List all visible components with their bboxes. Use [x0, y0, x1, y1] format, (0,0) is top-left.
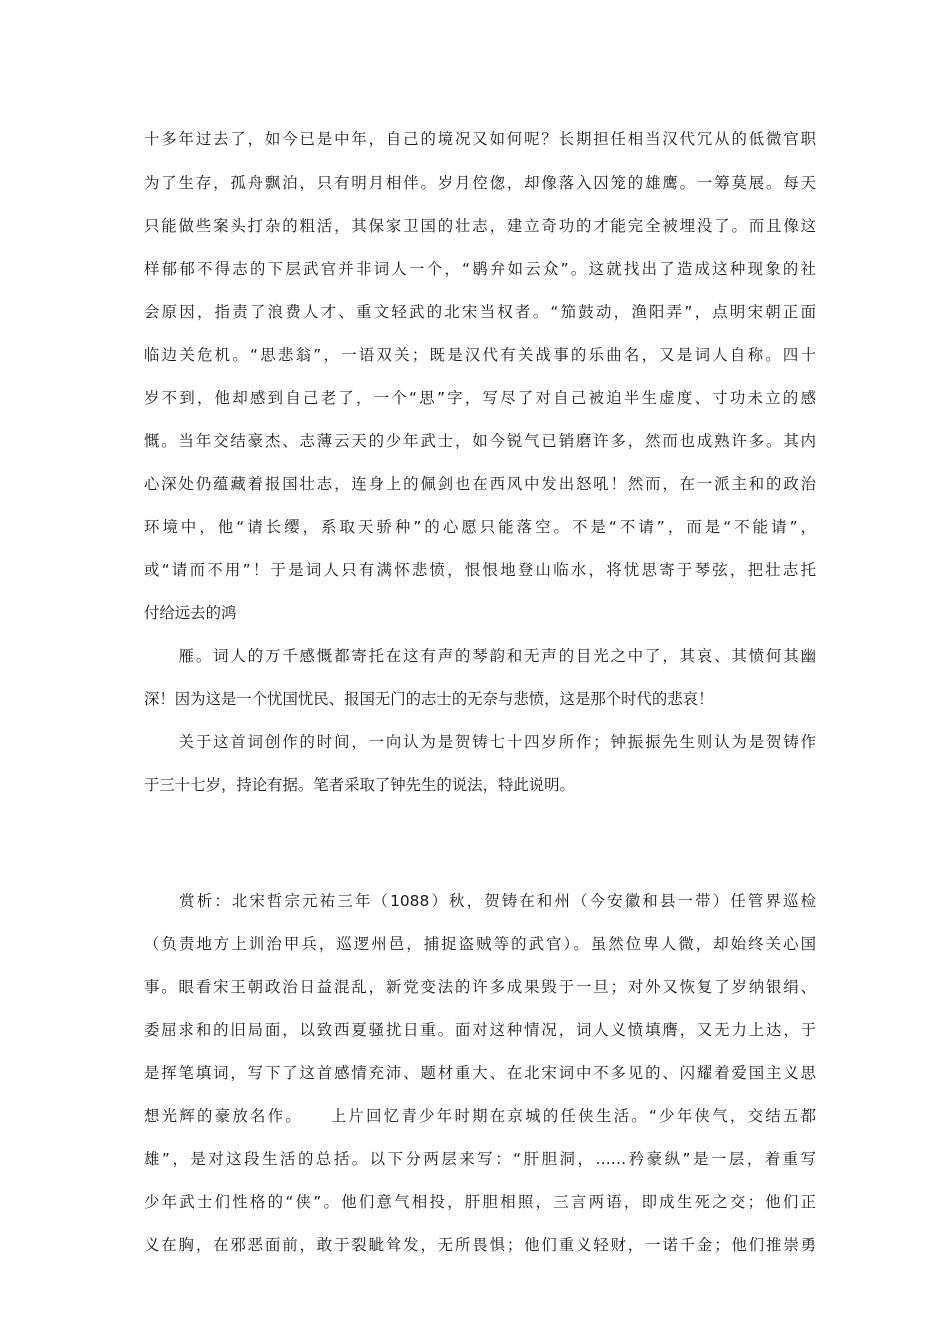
text-line: 岁不到，他却感到自己老了，一个“思”字，写尽了对自己被迫半生虚度、寸功未立的感 [144, 389, 816, 407]
text-line: 会原因，指责了浪费人才、重文轻武的北宋当权者。“笳鼓动，渔阳弄”，点明宋朝正面 [144, 303, 816, 321]
text-line: 心深处仍蕴藏着报国壮志，连身上的佩剑也在西风中发出怒吼！然而，在一派主和的政治 [144, 475, 816, 493]
text-line: 为了生存，孤舟飘泊，只有明月相伴。岁月倥偬，却像落入囚笼的雄鹰。一筹莫展。每天 [144, 174, 816, 192]
text-line: 事。眼看宋王朝政治日益混乱，新党变法的许多成果毁于一旦；对外又恢复了岁纳银绢、 [144, 978, 816, 996]
text-line: 义在胸，在邪恶面前，敢于裂眦耸发，无所畏惧；他们重义轻财，一诺千金；他们推崇勇 [144, 1236, 816, 1254]
text-line: 付给远去的鸿 [144, 604, 237, 622]
text-line: 雁。词人的万千感慨都寄托在这有声的琴韵和无声的目光之中了，其哀、其愤何其幽 [144, 647, 816, 665]
text-line: （负责地方上训治甲兵，巡逻州邑，捕捉盗贼等的武官）。虽然位卑人微，却始终关心国 [144, 935, 816, 953]
text-line: 少年武士们性格的“侠”。他们意气相投，肝胆相照，三言两语，即成生死之交；他们正 [144, 1193, 816, 1211]
text-line: 临边关危机。“思悲翁”，一语双关；既是汉代有关战事的乐曲名，又是词人自称。四十 [144, 346, 816, 364]
text-line: 雄”，是对这段生活的总括。以下分两层来写：“肝胆洞，……矜豪纵”是一层，着重写 [144, 1150, 816, 1168]
text-line: 赏析：北宋哲宗元祐三年（1088）秋，贺铸在和州（今安徽和县一带）任管界巡检 [144, 892, 816, 910]
text-line: 深！因为这是一个忧国忧民、报国无门的志士的无奈与悲愤，这是那个时代的悲哀！ [144, 690, 714, 708]
text-line: 只能做些案头打杂的粗活，其保家卫国的壮志，建立奇功的才能完全被埋没了。而且像这 [144, 217, 816, 235]
text-line: 或“请而不用”！于是词人只有满怀悲愤，恨恨地登山临水，将忧思寄于琴弦，把壮志托 [144, 561, 816, 579]
text-line: 是挥笔填词，写下了这首感情充沛、题材重大、在北宋词中不多见的、闪耀着爱国主义思 [144, 1064, 816, 1082]
text-line: 环境中，他“请长缨，系取天骄种”的心愿只能落空。不是“不请”，而是“不能请”， [144, 518, 816, 536]
text-line: 想光辉的豪放名作。 上片回忆青少年时期在京城的任侠生活。“少年侠气，交结五都 [144, 1107, 816, 1125]
text-line: 委屈求和的旧局面，以致西夏骚扰日重。面对这种情况，词人义愤填膺，又无力上达，于 [144, 1021, 816, 1039]
text-line: 十多年过去了，如今已是中年，自己的境况又如何呢？长期担任相当汉代冗从的低微官职 [144, 130, 816, 148]
text-line: 于三十七岁，持论有据。笔者采取了钟先生的说法，特此说明。 [144, 776, 575, 794]
text-line: 慨。当年交结豪杰、志薄云天的少年武士，如今锐气已销磨许多，然而也成熟许多。其内 [144, 432, 816, 450]
text-line: 样郁郁不得志的下层武官并非词人一个，“鹖弁如云众”。这就找出了造成这种现象的社 [144, 260, 816, 278]
text-line: 关于这首词创作的时间，一向认为是贺铸七十四岁所作；钟振振先生则认为是贺铸作 [144, 733, 816, 751]
